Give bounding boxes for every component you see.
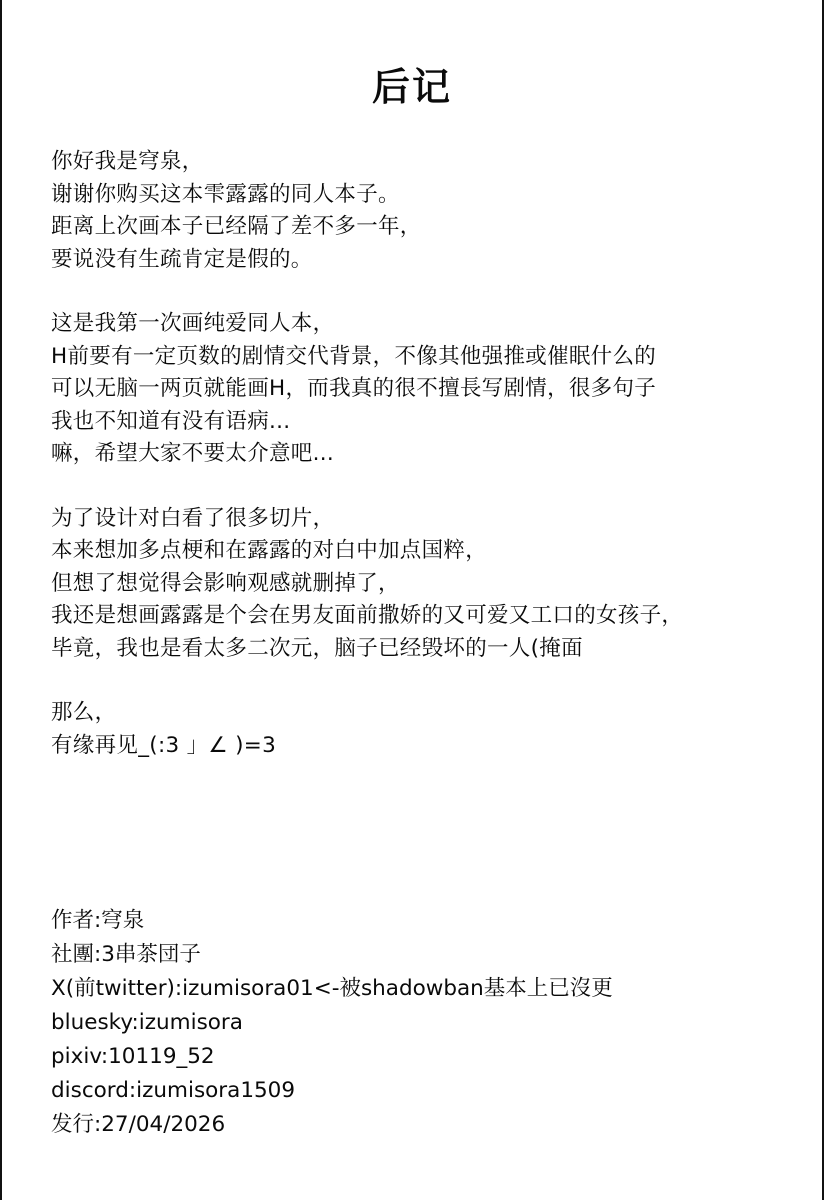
afterword-body	[51, 146, 811, 794]
credit-pixiv: pixiv:10119_52	[51, 1044, 215, 1069]
credit-circle: 社團:3串茶団子	[51, 942, 201, 967]
text-line: 但想了想觉得会影响观感就删掉了，	[51, 570, 400, 596]
text-line: 要说没有生疏肯定是假的。	[51, 246, 313, 272]
text-line: 我还是想画露露是个会在男友面前撒娇的又可爱又工口的女孩子，	[51, 603, 684, 628]
text-line: 距离上次画本子已经隔了差不多一年，	[51, 214, 422, 239]
text-line: 有缘再见_(:3 」∠ )=3	[51, 732, 277, 758]
text-line: 这是我第一次画纯爱同人本，	[51, 311, 335, 336]
paragraph-greeting	[51, 146, 811, 276]
text-line: 为了设计对白看了很多切片，	[51, 505, 335, 531]
credit-discord: discord:izumisora1509	[51, 1078, 296, 1103]
text-line: 你好我是穹泉，	[51, 149, 204, 174]
text-line: 嘛，希望大家不要太介意吧...	[51, 441, 335, 466]
paragraph-farewell	[51, 697, 811, 762]
credits-block	[51, 904, 811, 1142]
text-line: H前要有一定页数的剧情交代背景，不像其他强推或催眠什么的	[51, 343, 657, 369]
credit-x-account: X(前twitter):izumisora01<-被shadowban基本上已沒更	[51, 976, 613, 1001]
credit-author: 作者:穹泉	[51, 908, 145, 933]
page-title: 后记	[371, 65, 452, 109]
text-line: 可以无脑一两页就能画H，而我真的很不擅長写剧情，很多句子	[51, 376, 657, 401]
credit-release-date: 发行:27/04/2026	[51, 1112, 226, 1137]
text-line: 谢谢你购买这本雫露露的同人本子。	[51, 181, 400, 207]
text-line: 我也不知道有没有语病...	[51, 408, 291, 434]
text-line: 那么，	[51, 700, 117, 725]
paragraph-story	[51, 308, 811, 471]
page-edge-left	[0, 0, 2, 1200]
text-line: 毕竟，我也是看太多二次元，脑子已经毁坏的一人(掩面	[51, 635, 583, 661]
paragraph-dialogue	[51, 503, 811, 666]
text-line: 本来想加多点梗和在露露的对白中加点国粹，	[51, 538, 488, 563]
credit-bluesky: bluesky:izumisora	[51, 1010, 243, 1035]
